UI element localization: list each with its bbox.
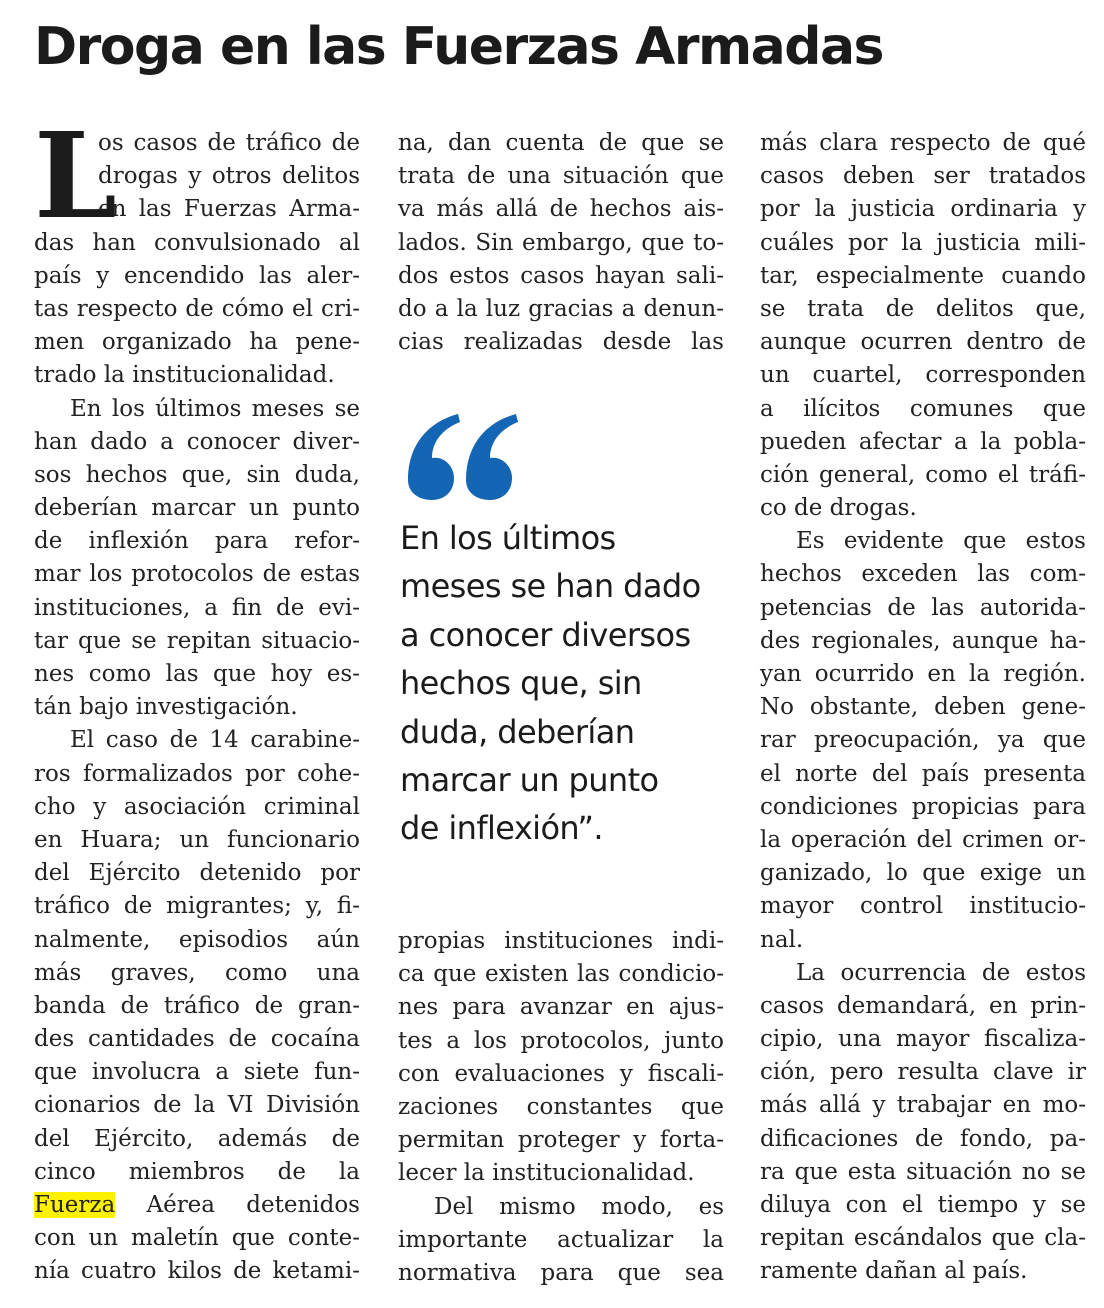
- text-line: cionarios de la VI División: [34, 1092, 360, 1119]
- text-line: dos estos casos hayan sali-: [398, 262, 724, 289]
- column-b-top: [398, 127, 724, 359]
- text-line-rest: Aérea detenidos: [115, 1192, 360, 1218]
- text-line: pueden afectar a la pobla-: [760, 428, 1086, 455]
- text-line: con evaluaciones y fiscali-: [398, 1060, 724, 1087]
- text-line: que involucra a siete fun-: [34, 1059, 360, 1086]
- text-line: petencias de las autorida-: [760, 594, 1086, 621]
- text-line: casos deben ser tratados: [760, 163, 1086, 190]
- text-line: nes para avanzar en ajus-: [398, 994, 724, 1021]
- text-line: de inflexión para refor-: [34, 528, 360, 555]
- text-line: se trata de delitos que,: [760, 295, 1086, 322]
- text-line: cinco miembros de la: [34, 1158, 360, 1185]
- text-line: del Ejército detenido por: [34, 860, 360, 887]
- text-line: tar, especialmente cuando: [760, 262, 1086, 289]
- pull-quote-line: a conocer diversos: [400, 615, 691, 654]
- text-line: mayor control institucio-: [760, 893, 1086, 920]
- text-line: Del mismo modo, es: [434, 1193, 724, 1220]
- text-line: tas respecto de cómo el cri-: [34, 295, 360, 322]
- text-line: yan ocurrido en la región.: [760, 661, 1086, 687]
- text-line: permitan proteger y forta-: [398, 1127, 724, 1154]
- text-line: han dado a conocer diver-: [34, 428, 360, 455]
- text-line: ra que esta situación no se: [760, 1158, 1086, 1185]
- text-line: mar los protocolos de estas: [34, 561, 360, 588]
- text-line: trado la institucionalidad.: [34, 362, 335, 389]
- text-line: co de drogas.: [760, 495, 917, 522]
- highlighted-word: Fuerza: [34, 1192, 116, 1218]
- text-line: do a la luz gracias a denun-: [398, 295, 724, 322]
- text-line: zaciones constantes que: [398, 1093, 724, 1120]
- text-line: ca que existen las condicio-: [398, 961, 724, 988]
- text-line: os casos de tráfico de: [98, 130, 360, 156]
- text-line: nía cuatro kilos de ketami-: [34, 1258, 360, 1285]
- text-line: más graves, como una: [34, 959, 360, 986]
- text-line: en las Fuerzas Arma-: [98, 196, 360, 223]
- text-line: normativa para que sea: [398, 1259, 724, 1286]
- text-line: más allá y trabajar en mo-: [760, 1092, 1086, 1119]
- text-line: Es evidente que estos: [796, 528, 1086, 555]
- column-b-bottom: [398, 925, 724, 1290]
- text-line: importante actualizar la: [398, 1226, 724, 1253]
- quote-mark-icon: [400, 400, 530, 510]
- text-line: lados. Sin embargo, que to-: [398, 229, 724, 256]
- text-line: ramente dañan al país.: [760, 1258, 1028, 1285]
- text-line: nes como las que hoy es-: [34, 661, 360, 687]
- text-line: tán bajo investigación.: [34, 694, 298, 721]
- text-line: des cantidades de cocaína: [34, 1026, 360, 1053]
- text-line: cuáles por la justicia mili-: [760, 229, 1086, 256]
- text-line: un cuartel, corresponden: [760, 362, 1086, 389]
- text-line: a ilícitos comunes que: [760, 395, 1086, 422]
- pull-quote-line: meses se han dado: [400, 567, 701, 606]
- text-line: nal.: [760, 926, 804, 953]
- text-line: tes a los protocolos, junto: [398, 1027, 724, 1054]
- text-line: cho y asociación criminal: [34, 793, 360, 820]
- text-line: en Huara; un funcionario: [34, 826, 360, 853]
- text-line: La ocurrencia de estos: [796, 959, 1086, 986]
- text-line: banda de tráfico de gran-: [34, 992, 360, 1019]
- text-line: tráfico de migrantes; y, fi-: [34, 893, 360, 920]
- pull-quote: [400, 514, 730, 853]
- text-line: aunque ocurren dentro de: [760, 329, 1086, 356]
- text-line: El caso de 14 carabine-: [70, 727, 360, 754]
- pull-quote-line: En los últimos: [400, 519, 616, 557]
- text-line: va más allá de hechos ais-: [398, 196, 724, 223]
- text-line: el norte del país presenta: [760, 760, 1086, 787]
- text-line: ción, pero resulta clave ir: [760, 1059, 1086, 1086]
- text-line: diluya con el tiempo y se: [760, 1192, 1086, 1218]
- text-line: del Ejército, además de: [34, 1125, 360, 1152]
- text-line: nalmente, episodios aún: [34, 926, 360, 953]
- text-line: drogas y otros delitos: [98, 163, 360, 190]
- drop-cap: L: [34, 106, 117, 245]
- text-line: dificaciones de fondo, pa-: [760, 1125, 1086, 1152]
- text-line: ción general, como el tráfi-: [760, 461, 1086, 488]
- text-line: rar preocupación, ya que: [760, 727, 1086, 754]
- text-line: repitan escándalos que cla-: [760, 1225, 1086, 1252]
- text-line: hechos exceden las com-: [760, 561, 1086, 588]
- text-line-highlighted: [34, 1189, 360, 1222]
- text-line: lecer la institucionalidad.: [398, 1160, 695, 1187]
- headline: Droga en las Fuerzas Armadas: [34, 17, 884, 77]
- text-line: En los últimos meses se: [70, 395, 360, 422]
- text-line: país y encendido las aler-: [34, 262, 360, 289]
- text-line: más clara respecto de qué: [760, 130, 1086, 156]
- column-c: [760, 127, 1086, 1289]
- text-line: na, dan cuenta de que se: [398, 130, 724, 156]
- text-line: cipio, una mayor fiscaliza-: [760, 1026, 1086, 1053]
- text-line: ganizado, lo que exige un: [760, 860, 1086, 887]
- text-line: con un maletín que conte-: [34, 1225, 360, 1252]
- text-line: condiciones propicias para: [760, 793, 1086, 820]
- pull-quote-line: marcar un punto: [400, 761, 659, 800]
- text-line: des regionales, aunque ha-: [760, 627, 1086, 654]
- text-line: No obstante, deben gene-: [760, 694, 1086, 721]
- text-line: casos demandará, en prin-: [760, 992, 1086, 1019]
- text-line: la operación del crimen or-: [760, 826, 1086, 853]
- text-line: deberían marcar un punto: [34, 495, 360, 522]
- pull-quote-line: de inflexión”.: [400, 809, 603, 848]
- text-line: ros formalizados por cohe-: [34, 760, 360, 787]
- text-line: sos hechos que, sin duda,: [34, 461, 360, 488]
- pull-quote-line: duda, deberían: [400, 712, 635, 751]
- text-line: trata de una situación que: [398, 163, 724, 190]
- text-line: das han convulsionado al: [34, 229, 360, 256]
- text-line: cias realizadas desde las: [398, 329, 724, 356]
- text-line: men organizado ha pene-: [34, 329, 360, 356]
- column-a: [34, 106, 360, 1289]
- text-line: instituciones, a fin de evi-: [34, 594, 360, 621]
- text-line: por la justicia ordinaria y: [760, 196, 1086, 223]
- text-line: tar que se repitan situacio-: [34, 627, 360, 654]
- pull-quote-line: hechos que, sin: [400, 664, 642, 703]
- text-line: propias instituciones indi-: [398, 928, 724, 954]
